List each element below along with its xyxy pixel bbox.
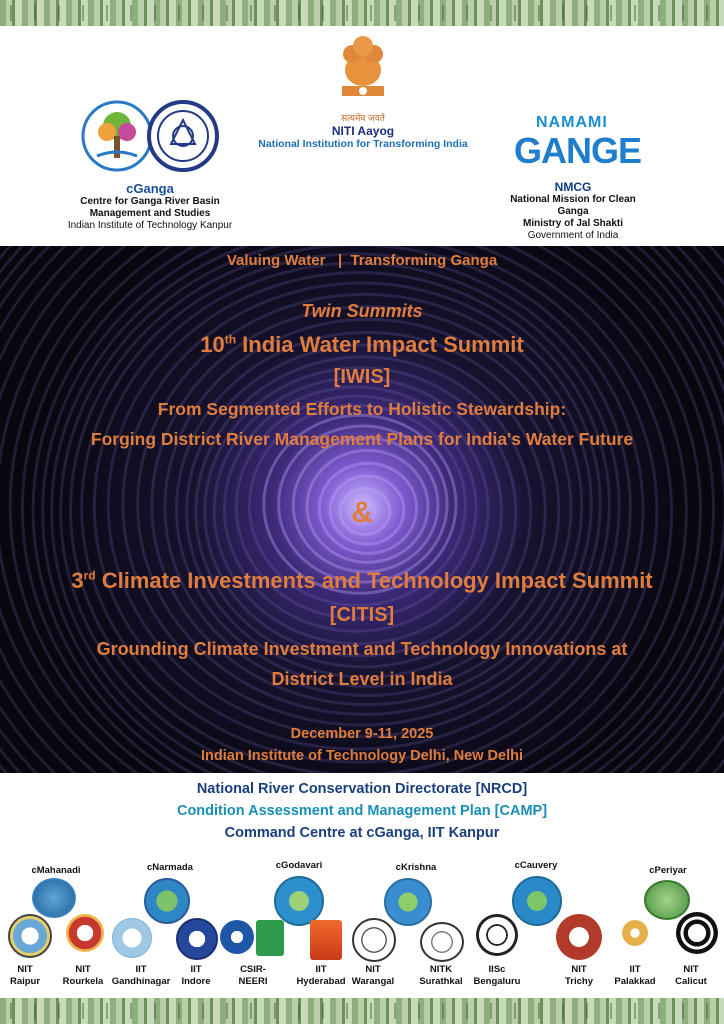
cganga-line3: Indian Institute of Technology Kanpur <box>67 220 233 231</box>
nmcg-name: NMCG <box>554 180 592 194</box>
nmcg-line1: National Mission for Clean Ganga <box>510 194 636 217</box>
summit2-number: 3 <box>71 568 84 593</box>
decorative-border-bottom <box>0 998 724 1024</box>
csir-logo-icon <box>220 920 254 954</box>
summit2-theme-line1: Grounding Climate Investment and Technology Innovations at <box>96 639 628 659</box>
centre-label-periyar: cPeriyar <box>649 865 687 876</box>
cganga-line2: Management and Studies <box>89 208 211 219</box>
nitk-logo-icon <box>420 922 464 962</box>
inst-nit-warangal: NIT Warangal <box>351 964 395 987</box>
event-venue: Indian Institute of Technology Delhi, New Delhi <box>201 748 523 764</box>
hero-banner <box>0 246 724 773</box>
inst-nitk-surathkal: NITK Surathkal <box>419 964 463 987</box>
event-date: December 9-11, 2025 <box>290 726 434 742</box>
nmcg-line3: Government of India <box>527 230 619 241</box>
summit1-theme-line1: From Segmented Efforts to Holistic Stewardship: <box>157 399 567 419</box>
summit1-theme-line2: Forging District River Management Plans for India's Water Future <box>90 429 634 449</box>
summit2-title <box>0 568 724 594</box>
mahanadi-logo-icon <box>32 878 76 918</box>
gange-text: GANGE <box>514 130 642 171</box>
centre-label-godavari: cGodavari <box>275 860 323 871</box>
inst-iit-indore: IIT Indore <box>181 964 211 987</box>
neeri-logo-icon <box>256 920 284 956</box>
nmcg-logo-block <box>498 110 648 242</box>
organiser-line2: Condition Assessment and Management Plan [CAMP] <box>176 803 548 819</box>
inst-nit-calicut: NIT Calicut <box>675 964 707 987</box>
namami-gange-logo <box>498 110 648 180</box>
inst-iit-hyderabad: IIT Hyderabad <box>296 964 346 987</box>
summit2-name: Climate Investments and Technology Impact Summit <box>95 568 653 593</box>
inst-nit-rourkela: NIT Rourkela <box>62 964 104 987</box>
narmada-logo-icon <box>144 878 190 924</box>
summit1-name: India Water Impact Summit <box>236 332 524 357</box>
cauvery-logo-icon <box>512 876 562 926</box>
iit-hyderabad-logo-icon <box>310 920 342 960</box>
iit-indore-logo-icon <box>176 918 218 960</box>
summit1-number: 10 <box>200 332 225 357</box>
periyar-logo-icon <box>644 880 690 920</box>
godavari-logo-icon <box>274 876 324 926</box>
nit-trichy-logo-icon <box>556 914 602 960</box>
centre-label-krishna: cKrishna <box>395 862 437 873</box>
nit-raipur-logo-icon <box>8 914 52 958</box>
nit-calicut-logo-icon <box>676 912 718 954</box>
summit2-ordinal: rd <box>83 568 96 583</box>
iit-gandhinagar-logo-icon <box>112 918 152 958</box>
cganga-logo-block <box>60 96 240 232</box>
niti-subtitle: National Institution for Transforming India <box>258 138 468 150</box>
summit2-abbr: [CITIS] <box>329 604 395 626</box>
organiser-line1: National River Conservation Directorate [NRCD] <box>196 781 528 797</box>
niti-motto: सत्यमेव जयते <box>341 113 385 123</box>
nit-warangal-logo-icon <box>352 918 396 962</box>
nit-rourkela-logo-icon <box>66 914 104 952</box>
inst-csir-neeri: CSIR- NEERI <box>238 964 268 987</box>
summit1-abbr: [IWIS] <box>333 366 391 388</box>
inst-nit-raipur: NIT Raipur <box>9 964 41 987</box>
summit2-theme-line2: District Level in India <box>271 669 453 689</box>
nmcg-line2: Ministry of Jal Shakti <box>522 218 624 229</box>
centre-label-mahanadi: cMahanadi <box>31 865 81 876</box>
iit-palakkad-logo-icon <box>622 920 648 946</box>
inst-iit-palakkad: IIT Palakkad <box>614 964 656 987</box>
summit1-ordinal: th <box>224 332 237 347</box>
inst-iit-gandhinagar: IIT Gandhinagar <box>111 964 171 987</box>
niti-name: NITI Aayog <box>331 124 395 138</box>
namami-text: NAMAMI <box>536 114 608 131</box>
cganga-line1: Centre for Ganga River Basin <box>80 196 220 207</box>
organiser-line3: Command Centre at cGanga, IIT Kanpur <box>224 825 500 841</box>
decorative-border-top <box>0 0 724 26</box>
inst-iisc-bengaluru: IISc Bengaluru <box>473 964 521 987</box>
centre-label-cauvery: cCauvery <box>514 860 558 871</box>
emblem-icon <box>328 30 398 108</box>
centre-label-narmada: cNarmada <box>147 862 193 873</box>
tagline: Valuing Water | Transforming Ganga <box>226 252 498 269</box>
twin-summits: Twin Summits <box>301 301 423 321</box>
cganga-logo-icon <box>75 96 225 176</box>
summit1-title <box>0 332 724 358</box>
inst-nit-trichy: NIT Trichy <box>565 964 593 987</box>
krishna-logo-icon <box>384 878 432 926</box>
niti-logo-block <box>245 30 481 150</box>
iisc-logo-icon <box>476 914 518 956</box>
ampersand: & <box>351 496 373 529</box>
cganga-name: cGanga <box>126 181 174 196</box>
